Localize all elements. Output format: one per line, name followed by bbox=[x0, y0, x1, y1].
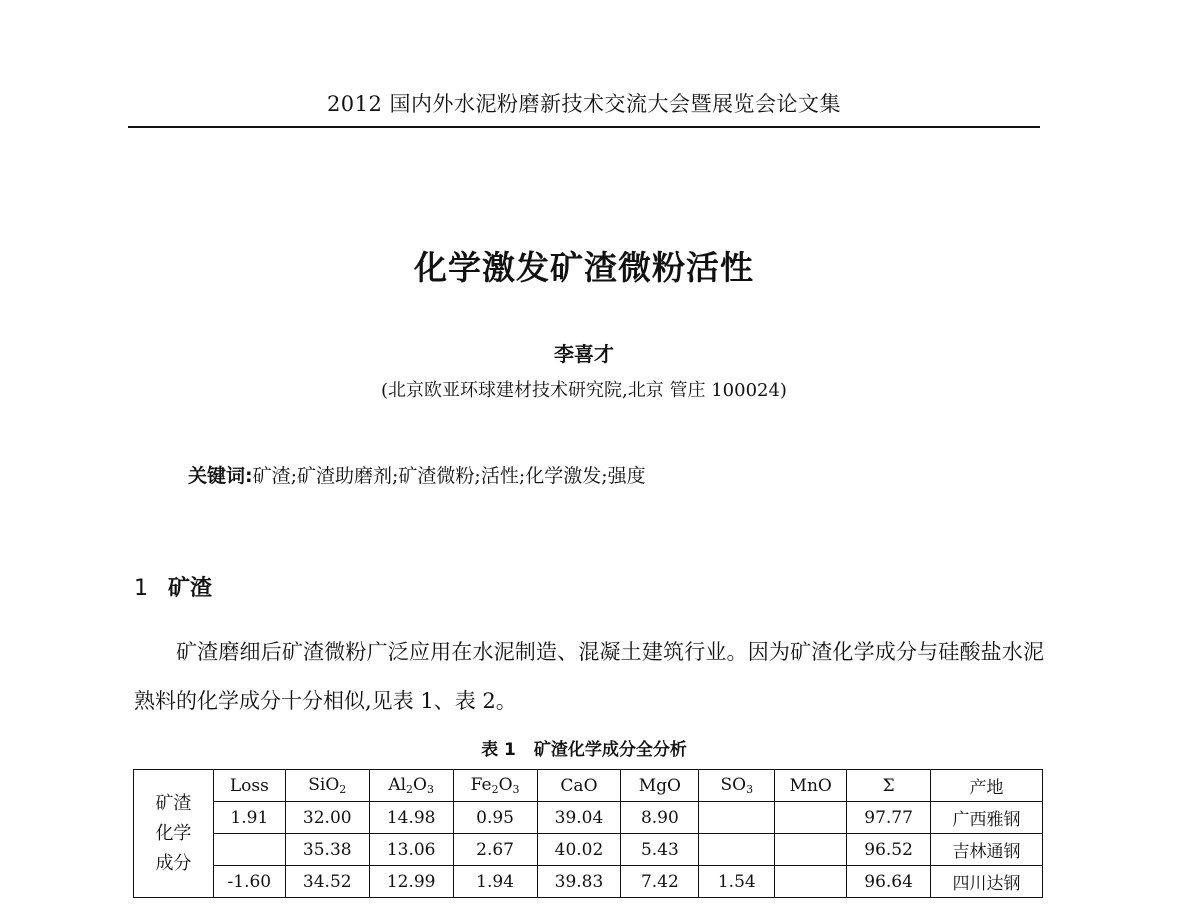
header-rule bbox=[128, 126, 1040, 128]
cell-sum: 96.52 bbox=[847, 834, 931, 866]
cell-cao: 40.02 bbox=[537, 834, 621, 866]
table-caption-number: 表 1 bbox=[481, 740, 516, 760]
cell-mgo: 5.43 bbox=[621, 834, 699, 866]
row-header-line: 矿渣 bbox=[155, 792, 192, 814]
cell-sum: 96.64 bbox=[847, 866, 931, 898]
cell-mgo: 7.42 bbox=[621, 866, 699, 898]
cell-origin: 广西雅钢 bbox=[931, 802, 1043, 834]
cell-cao: 39.83 bbox=[537, 866, 621, 898]
running-header: 2012 国内外水泥粉磨新技术交流大会暨展览会论文集 bbox=[326, 92, 842, 116]
table-row bbox=[134, 834, 1043, 866]
table-caption-text: 矿渣化学成分全分析 bbox=[533, 740, 687, 760]
row-header-line: 化学 bbox=[155, 822, 192, 844]
cell-origin: 吉林通钢 bbox=[931, 834, 1043, 866]
cell-sum: 97.77 bbox=[847, 802, 931, 834]
row-header-line: 成分 bbox=[155, 852, 192, 874]
cell-origin: 四川达钢 bbox=[931, 866, 1043, 898]
cell-mgo: 8.90 bbox=[621, 802, 699, 834]
author-name: 李喜才 bbox=[554, 342, 614, 366]
col-header-sum: Σ bbox=[847, 770, 931, 802]
cell-loss bbox=[213, 834, 285, 866]
cell-loss: 1.91 bbox=[213, 802, 285, 834]
cell-fe2o3: 2.67 bbox=[453, 834, 537, 866]
col-header-cao: CaO bbox=[537, 770, 621, 802]
table-caption bbox=[128, 735, 1040, 760]
col-header-fe2o3: $Fe_2O_3$ bbox=[453, 770, 537, 802]
col-header-sio2: SiO$_2$ bbox=[285, 770, 369, 802]
table-row bbox=[134, 866, 1043, 898]
keywords-label: 关键词: bbox=[188, 465, 253, 487]
keywords-line bbox=[188, 461, 1040, 488]
row-header-cell bbox=[134, 770, 214, 898]
author-affiliation: (北京欧亚环球建材技术研究院,北京 管庄 100024) bbox=[381, 380, 787, 401]
col-header-al2o3: $Al_2O_3$ bbox=[369, 770, 453, 802]
cell-fe2o3: 0.95 bbox=[453, 802, 537, 834]
cell-al2o3: 13.06 bbox=[369, 834, 453, 866]
cell-mno bbox=[775, 834, 847, 866]
paper-title: 化学激发矿渣微粉活性 bbox=[414, 248, 754, 287]
cell-loss: -1.60 bbox=[213, 866, 285, 898]
table-header-row bbox=[134, 770, 1043, 802]
cell-sio2: 35.38 bbox=[285, 834, 369, 866]
cell-mno bbox=[775, 866, 847, 898]
table-row bbox=[134, 802, 1043, 834]
cell-fe2o3: 1.94 bbox=[453, 866, 537, 898]
col-header-mno: MnO bbox=[775, 770, 847, 802]
cell-mno bbox=[775, 802, 847, 834]
col-header-origin: 产地 bbox=[931, 770, 1043, 802]
cell-sio2: 34.52 bbox=[285, 866, 369, 898]
section-heading bbox=[134, 571, 212, 602]
cell-al2o3: 12.99 bbox=[369, 866, 453, 898]
body-paragraph: 矿渣磨细后矿渣微粉广泛应用在水泥制造、混凝土建筑行业。因为矿渣化学成分与硅酸盐水泥熟料的化学成分十分相似,见表 1、表 2。 bbox=[134, 640, 1044, 713]
cell-al2o3: 14.98 bbox=[369, 802, 453, 834]
col-header-so3: $SO_3$ bbox=[699, 770, 775, 802]
cell-so3: 1.54 bbox=[699, 866, 775, 898]
keywords-list: 矿渣;矿渣助磨剂;矿渣微粉;活性;化学激发;强度 bbox=[252, 465, 646, 487]
cell-so3 bbox=[699, 834, 775, 866]
col-header-loss: Loss bbox=[213, 770, 285, 802]
cell-sio2: 32.00 bbox=[285, 802, 369, 834]
cell-cao: 39.04 bbox=[537, 802, 621, 834]
cell-so3 bbox=[699, 802, 775, 834]
section-title: 矿渣 bbox=[168, 576, 213, 601]
col-header-mgo: MgO bbox=[621, 770, 699, 802]
composition-table bbox=[133, 769, 1043, 898]
section-number: 1 bbox=[134, 576, 148, 601]
